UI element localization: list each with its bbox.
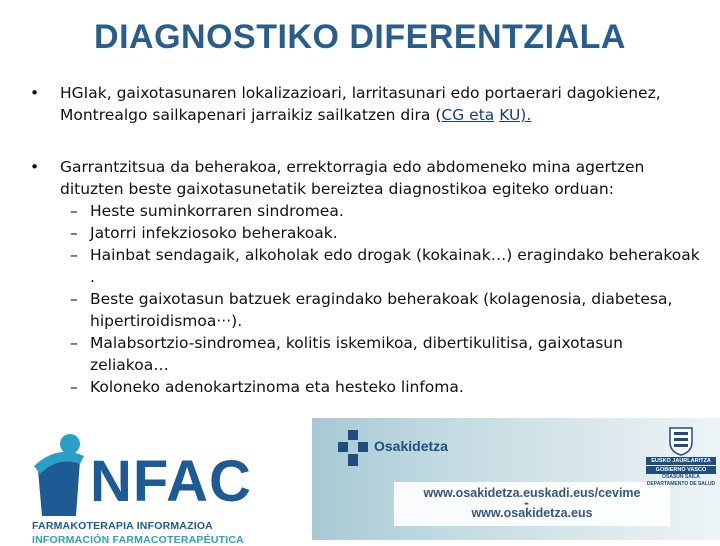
list-item	[60, 244, 700, 288]
osakidetza-name: Osakidetza	[374, 438, 448, 454]
osakidetza-cross-icon	[338, 430, 368, 468]
list-item	[60, 288, 700, 332]
url-box	[394, 482, 670, 526]
bullet-diagnosis	[30, 156, 700, 398]
gov-label-es: GOBIERNO VASCO	[646, 466, 716, 474]
page-title: DIAGNOSTIKO DIFERENTZIALA	[94, 18, 626, 56]
footer	[0, 418, 720, 546]
url-cevime-link[interactable]: www.osakidetza.euskadi.eus/cevime	[423, 486, 641, 500]
dash-marker: –	[70, 378, 78, 396]
list-item-text: Jatorri infekziosoko beherakoak.	[90, 224, 338, 242]
list-item-text: Malabsortzio-sindromea, kolitis iskemikoa, dibertikulitisa, gaixotasun zeliakoa…	[90, 334, 623, 374]
basque-gov-shield-icon	[668, 426, 694, 456]
list-item-text: Koloneko adenokartzinoma eta hesteko linfoma.	[90, 378, 464, 396]
dash-marker: –	[70, 334, 78, 352]
url-osakidetza-link[interactable]: www.osakidetza.eus	[471, 506, 593, 520]
infac-person-icon	[28, 430, 92, 520]
bullet-montreal	[30, 82, 700, 126]
link-cg[interactable]: CG eta	[441, 106, 495, 124]
bullet-marker: •	[30, 84, 40, 102]
list-item-text: Hainbat sendagaik, alkoholak edo drogak (kokainak…) eragindako beherakoak .	[90, 246, 700, 286]
osakidetza-banner	[312, 418, 720, 540]
list-item	[60, 332, 700, 376]
bullet-text	[60, 82, 700, 126]
infac-subtitle-es: INFORMACIÓN FARMACOTERAPÉUTICA	[32, 534, 244, 546]
basque-government-logo	[646, 426, 716, 488]
bullet-text-a: HGIak, gaixotasunaren lokalizazioari, larritasunari edo portaerari dagokienez, Montrealgo sailkapenari jarraikiz sailkatzen dira (	[60, 84, 661, 124]
dash-marker: –	[70, 246, 78, 264]
infac-subtitle-eu: FARMAKOTERAPIA INFORMAZIOA	[32, 520, 213, 532]
gov-dept-es: DEPARTAMENTO DE SALUD	[646, 481, 716, 487]
link-ku[interactable]: KU).	[499, 106, 532, 124]
dash-marker: –	[70, 290, 78, 308]
infac-logo	[28, 430, 288, 546]
list-item	[60, 200, 700, 222]
list-item	[60, 376, 700, 398]
dash-marker: –	[70, 202, 78, 220]
dash-marker: –	[70, 224, 78, 242]
bullet-marker: •	[30, 158, 40, 176]
gov-label-eu: EUSKO JAURLARITZA	[646, 457, 716, 465]
list-item-text: Beste gaixotasun batzuek eragindako beherakoak (kolagenosia, diabetesa, hipertiroidismoa···).	[90, 290, 673, 330]
bullet-text: Garrantzitsua da beherakoa, errektorragia edo abdomeneko mina agertzen dituzten beste gaixotasunetatik bereiztea diagnostikoa egiteko orduan:	[60, 158, 645, 198]
infac-wordmark: NFAC	[90, 449, 252, 514]
gov-dept-eu: OSASUN SAILA	[662, 474, 700, 480]
list-item-text: Heste suminkorraren sindromea.	[90, 202, 344, 220]
url-separator: -	[524, 496, 529, 510]
list-item	[60, 222, 700, 244]
